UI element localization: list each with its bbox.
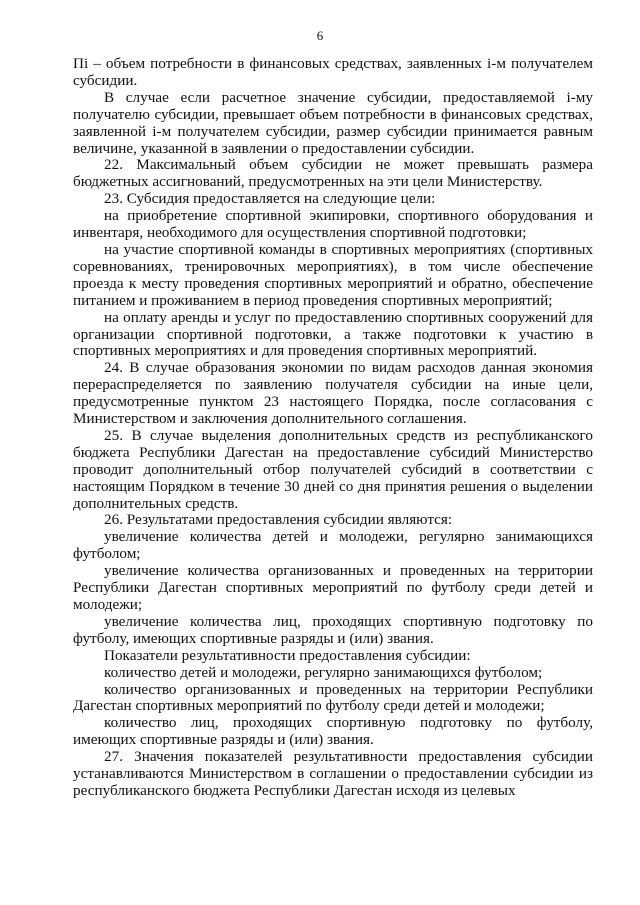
- result-item-events: увеличение количества организованных и проведенных на территории Республики Дагестан спортивных мероприятий по футболу среди детей и молодежи;: [73, 562, 593, 613]
- paragraph-25: 25. В случае выделения дополнительных средств из республиканского бюджета Республики Дагестан на предоставление субсидий Министерство проводит дополнительный отбор получателей субсидий в соответствии с настоящим Порядком в течение 30 дней со дня принятия решения о выделении дополнительных средств.: [73, 426, 593, 512]
- result-item-children: увеличение количества детей и молодежи, регулярно занимающихся футболом;: [73, 528, 593, 563]
- paragraph-26: 26. Результатами предоставления субсидии являются:: [104, 511, 453, 529]
- list-item-equipment: на приобретение спортивной экипировки, спортивного оборудования и инвентаря, необходимого для осуществления спортивной подготовки;: [73, 207, 593, 242]
- result-item-athletes: увеличение количества лиц, проходящих спортивную подготовку по футболу, имеющих спортивные разряды и (или) звания.: [73, 612, 593, 647]
- indicator-item-events: количество организованных и проведенных на территории Республики Дагестан спортивных мероприятий по футболу среди детей и молодежи;: [73, 680, 593, 715]
- paragraph-24: 24. В случае образования экономии по видам расходов данная экономия перераспределяется по заявлению получателя субсидии на иные цели, предусмотренные пунктом 23 настоящего Порядка, после согласования с Министерством и заключения дополнительного соглашения.: [73, 359, 593, 428]
- paragraph-22: 22. Максимальный объем субсидии не может превышать размера бюджетных ассигнований, предусмотренных на эти цели Министерству.: [73, 156, 593, 191]
- paragraph-indicators-heading: Показатели результативности предоставления субсидии:: [104, 646, 471, 664]
- paragraph-23: 23. Субсидия предоставляется на следующие цели:: [104, 190, 436, 208]
- indicator-item-children: количество детей и молодежи, регулярно занимающихся футболом;: [104, 663, 543, 681]
- page-number: 6: [316, 28, 324, 43]
- paragraph-pi-definition: Пi – объем потребности в финансовых средствах, заявленных i-м получателем субсидии.: [73, 55, 593, 89]
- list-item-rent: на оплату аренды и услуг по предоставлению спортивных сооружений для организации спортивной подготовки, а также подготовки к участию в спортивных мероприятиях и для проведения спортивных мероприятий.: [73, 308, 593, 360]
- paragraph-27: 27. Значения показателей результативности предоставления субсидии устанавливаются Министерством в соглашении о предоставлении субсидии из республиканского бюджета Республики Дагестан исходя из целевых: [73, 748, 593, 799]
- indicator-item-athletes: количество лиц, проходящих спортивную подготовку по футболу, имеющих спортивные разряды и (или) звания.: [73, 714, 593, 749]
- paragraph-excess-rule: В случае если расчетное значение субсидии, предоставляемой i-му получателю субсидии, превышает объем потребности в финансовых средствах, заявленной i-м получателем субсидии, размер субсидии принимается равным величине, указанной в заявлении о предоставлении субсидии.: [73, 88, 593, 157]
- list-item-events: на участие спортивной команды в спортивных мероприятиях (спортивных соревнованиях, тренировочных мероприятиях), в том числе обеспечение проезда к месту проведения спортивных мероприятий и обратно, обеспечение питанием и проживанием в период проведения спортивных мероприятий;: [73, 240, 593, 309]
- document-body: [73, 56, 593, 800]
